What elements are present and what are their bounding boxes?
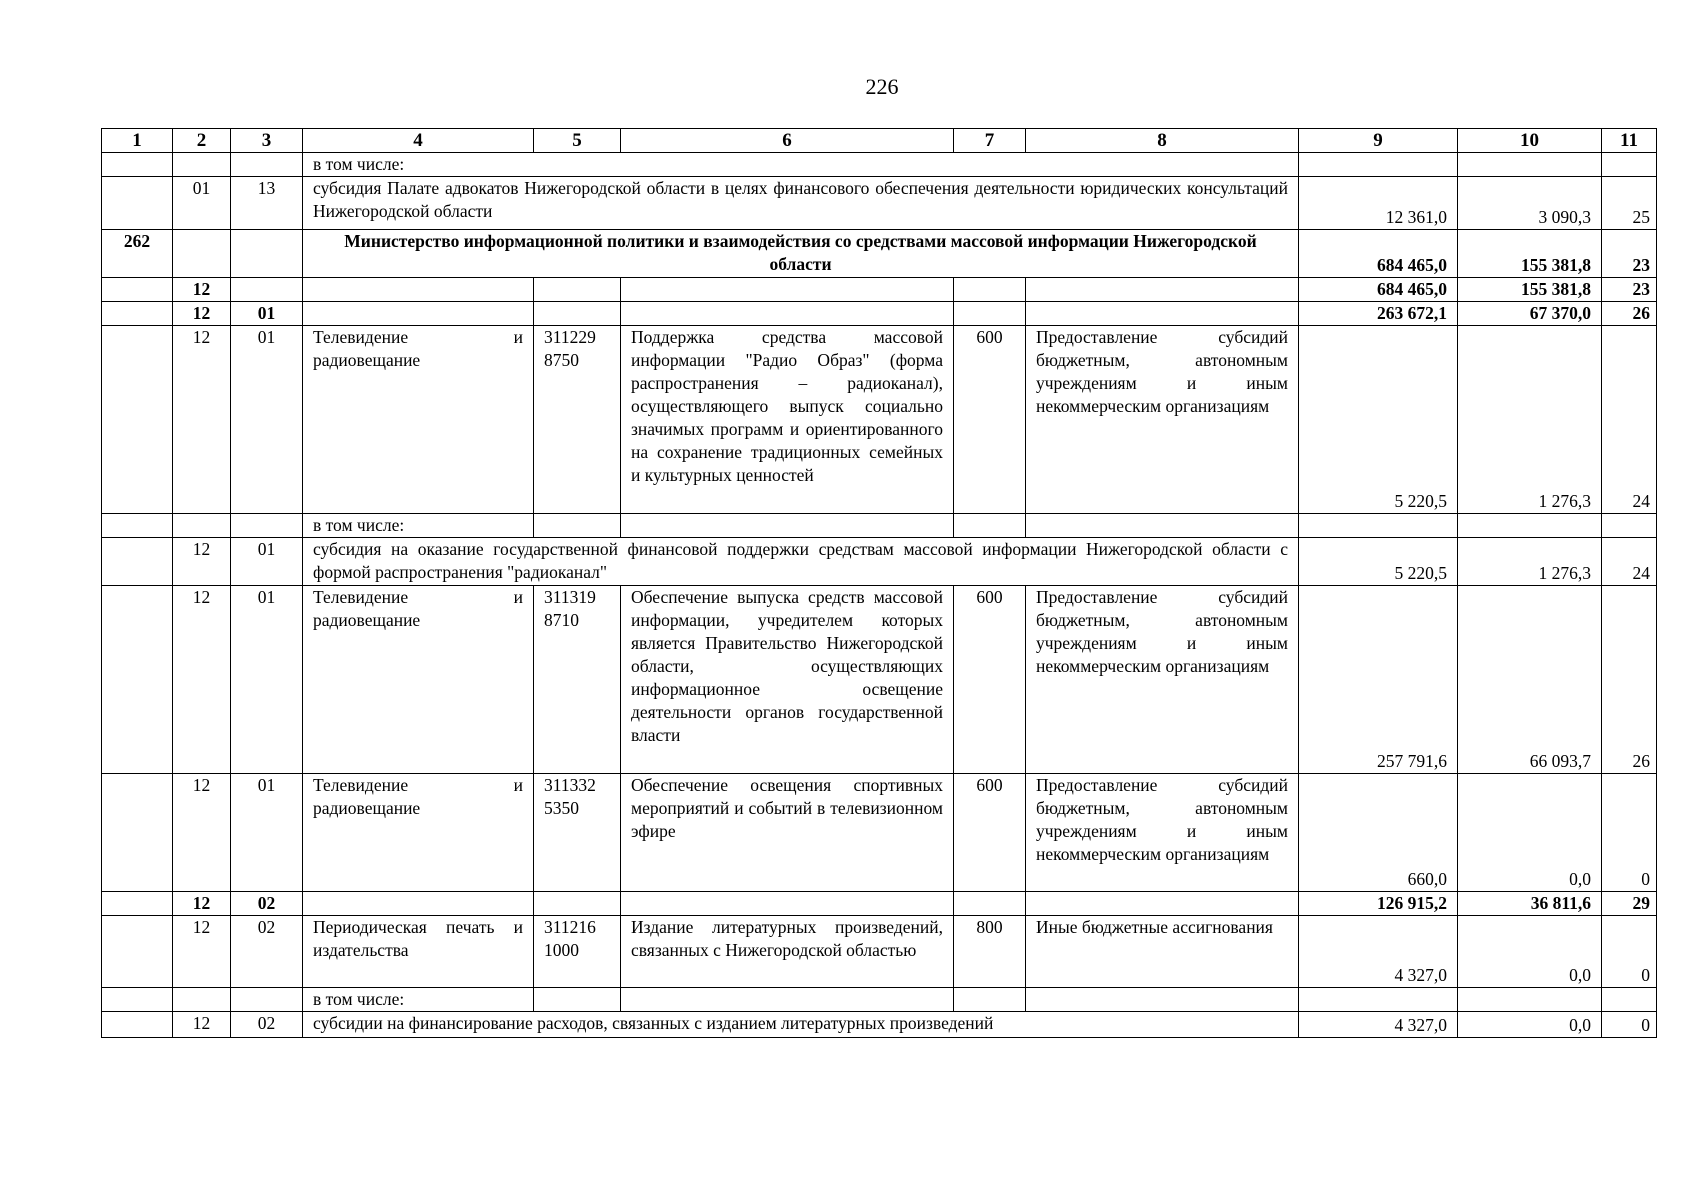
amount-cell: 36 811,6 xyxy=(1458,892,1602,916)
amount-cell: 0,0 xyxy=(1458,916,1602,988)
percent-cell: 26 xyxy=(1602,586,1657,774)
subsection-code: 02 xyxy=(231,916,303,988)
subsection-name: Периодическая печать и издательства xyxy=(303,916,534,988)
budget-table xyxy=(101,128,1657,1038)
header-cell: 11 xyxy=(1602,129,1657,153)
expense-type-name: Предоставление субсидий бюджетным, автономным учреждениям и иным некоммерческим организациям xyxy=(1026,586,1299,774)
percent-cell: 29 xyxy=(1602,892,1657,916)
table-row xyxy=(102,302,1657,326)
subsection-code: 02 xyxy=(231,1012,303,1038)
measure-description: Поддержка средства массовой информации "Радио Образ" (форма распространения – радиоканал), осуществляющего выпуск социально значимых программ и ориентированного на сохранение традиционных семейных и культурных ценностей xyxy=(621,326,954,514)
target-article-code: 311332 5350 xyxy=(534,774,621,892)
table-row xyxy=(102,892,1657,916)
table-row xyxy=(102,153,1657,177)
amount-cell: 4 327,0 xyxy=(1299,916,1458,988)
percent-cell: 0 xyxy=(1602,774,1657,892)
section-code: 12 xyxy=(173,916,231,988)
amount-cell: 155 381,8 xyxy=(1458,230,1602,278)
note-cell: в том числе: xyxy=(303,514,534,538)
subsection-code: 02 xyxy=(231,892,303,916)
description-cell: субсидии на финансирование расходов, связанных с изданием литературных произведений xyxy=(303,1012,1299,1038)
section-code: 12 xyxy=(173,774,231,892)
percent-cell: 23 xyxy=(1602,230,1657,278)
table-row xyxy=(102,230,1657,278)
amount-cell: 1 276,3 xyxy=(1458,538,1602,586)
table-row xyxy=(102,1012,1657,1038)
amount-cell: 5 220,5 xyxy=(1299,326,1458,514)
header-cell: 4 xyxy=(303,129,534,153)
subsection-code: 01 xyxy=(231,538,303,586)
header-cell: 5 xyxy=(534,129,621,153)
expense-type-name: Предоставление субсидий бюджетным, автономным учреждениям и иным некоммерческим организациям xyxy=(1026,774,1299,892)
table-row xyxy=(102,988,1657,1012)
ministry-title: Министерство информационной политики и взаимодействия со средствами массовой информации Нижегородской области xyxy=(303,230,1299,278)
subsection-code: 01 xyxy=(231,774,303,892)
description-cell: субсидия на оказание государственной финансовой поддержки средствам массовой информации Нижегородской области с формой распространения "радиоканал" xyxy=(303,538,1299,586)
header-cell: 8 xyxy=(1026,129,1299,153)
amount-cell: 660,0 xyxy=(1299,774,1458,892)
table-row xyxy=(102,326,1657,514)
expense-type-code: 800 xyxy=(954,916,1026,988)
amount-cell: 684 465,0 xyxy=(1299,278,1458,302)
percent-cell: 0 xyxy=(1602,916,1657,988)
section-code: 12 xyxy=(173,892,231,916)
section-code: 12 xyxy=(173,302,231,326)
header-cell: 10 xyxy=(1458,129,1602,153)
header-cell: 6 xyxy=(621,129,954,153)
table-row xyxy=(102,514,1657,538)
amount-cell: 257 791,6 xyxy=(1299,586,1458,774)
amount-cell: 684 465,0 xyxy=(1299,230,1458,278)
header-cell: 2 xyxy=(173,129,231,153)
header-cell: 9 xyxy=(1299,129,1458,153)
amount-cell: 1 276,3 xyxy=(1458,326,1602,514)
expense-type-code: 600 xyxy=(954,586,1026,774)
expense-type-code: 600 xyxy=(954,774,1026,892)
amount-cell: 4 327,0 xyxy=(1299,1012,1458,1038)
subsection-name: Телевидение и радиовещание xyxy=(303,326,534,514)
table-row xyxy=(102,774,1657,892)
subsection-code: 13 xyxy=(231,177,303,230)
section-code: 12 xyxy=(173,538,231,586)
subsection-name: Телевидение и радиовещание xyxy=(303,586,534,774)
target-article-code: 311216 1000 xyxy=(534,916,621,988)
measure-description: Обеспечение выпуска средств массовой информации, учредителем которых является Правительство Нижегородской области, осуществляющих информационное освещение деятельности органов государственной власти xyxy=(621,586,954,774)
subsection-code: 01 xyxy=(231,326,303,514)
note-cell: в том числе: xyxy=(303,153,1299,177)
expense-type-code: 600 xyxy=(954,326,1026,514)
percent-cell: 26 xyxy=(1602,302,1657,326)
amount-cell: 263 672,1 xyxy=(1299,302,1458,326)
subsection-name: Телевидение и радиовещание xyxy=(303,774,534,892)
header-cell: 3 xyxy=(231,129,303,153)
measure-description: Обеспечение освещения спортивных мероприятий и событий в телевизионном эфире xyxy=(621,774,954,892)
amount-cell: 5 220,5 xyxy=(1299,538,1458,586)
table-row xyxy=(102,916,1657,988)
section-code: 12 xyxy=(173,326,231,514)
amount-cell: 0,0 xyxy=(1458,1012,1602,1038)
section-code: 12 xyxy=(173,586,231,774)
amount-cell: 3 090,3 xyxy=(1458,177,1602,230)
table-row xyxy=(102,538,1657,586)
table-row xyxy=(102,278,1657,302)
amount-cell: 0,0 xyxy=(1458,774,1602,892)
amount-cell: 126 915,2 xyxy=(1299,892,1458,916)
percent-cell: 24 xyxy=(1602,326,1657,514)
expense-type-name: Иные бюджетные ассигнования xyxy=(1026,916,1299,988)
percent-cell: 0 xyxy=(1602,1012,1657,1038)
note-cell: в том числе: xyxy=(303,988,534,1012)
header-row xyxy=(102,129,1657,153)
amount-cell: 66 093,7 xyxy=(1458,586,1602,774)
section-code: 12 xyxy=(173,278,231,302)
target-article-code: 311229 8750 xyxy=(534,326,621,514)
percent-cell: 24 xyxy=(1602,538,1657,586)
table-row xyxy=(102,177,1657,230)
amount-cell: 12 361,0 xyxy=(1299,177,1458,230)
section-code: 12 xyxy=(173,1012,231,1038)
measure-description: Издание литературных произведений, связанных с Нижегородской областью xyxy=(621,916,954,988)
amount-cell: 155 381,8 xyxy=(1458,278,1602,302)
subsection-code: 01 xyxy=(231,302,303,326)
description-cell: субсидия Палате адвокатов Нижегородской области в целях финансового обеспечения деятельности юридических консультаций Нижегородской области xyxy=(303,177,1299,230)
expense-type-name: Предоставление субсидий бюджетным, автономным учреждениям и иным некоммерческим организациям xyxy=(1026,326,1299,514)
amount-cell: 67 370,0 xyxy=(1458,302,1602,326)
section-code: 01 xyxy=(173,177,231,230)
table-row xyxy=(102,586,1657,774)
percent-cell: 25 xyxy=(1602,177,1657,230)
ministry-code: 262 xyxy=(102,230,173,278)
subsection-code: 01 xyxy=(231,586,303,774)
page-number: 226 xyxy=(865,74,899,99)
target-article-code: 311319 8710 xyxy=(534,586,621,774)
header-cell: 1 xyxy=(102,129,173,153)
header-cell: 7 xyxy=(954,129,1026,153)
percent-cell: 23 xyxy=(1602,278,1657,302)
